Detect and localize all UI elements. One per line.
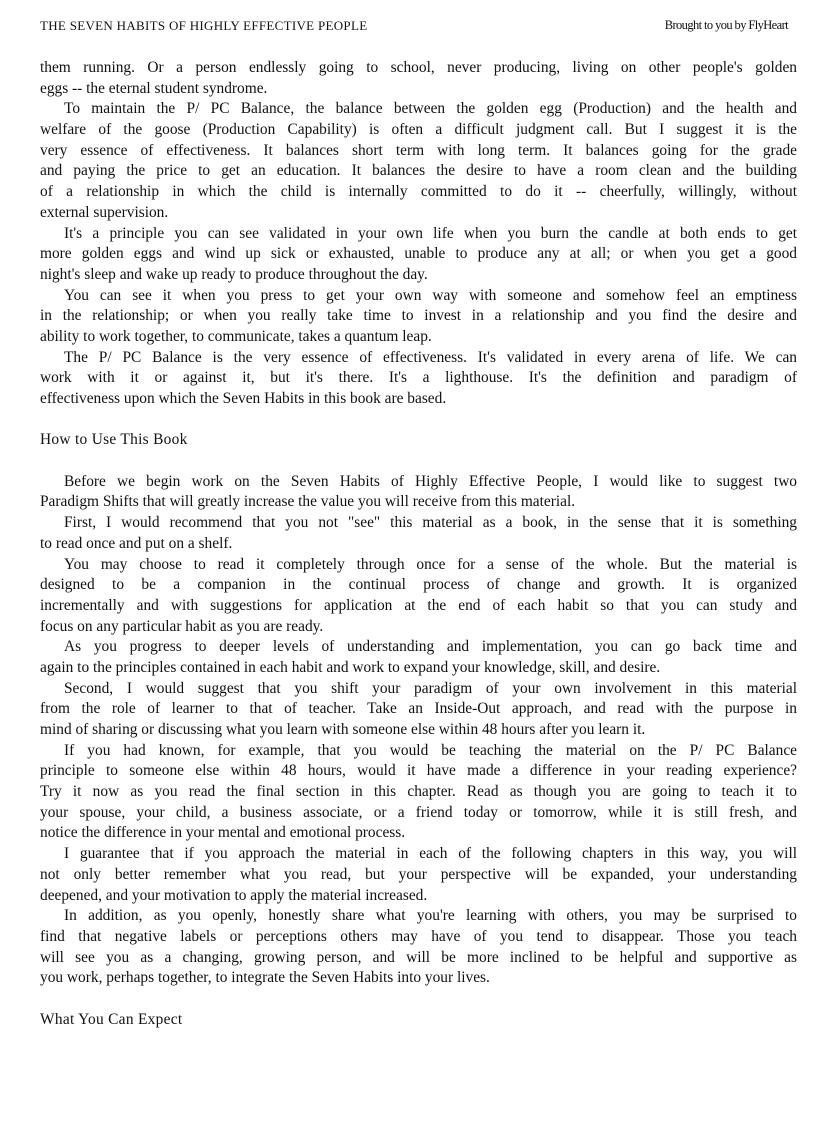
text-line: your spouse, your child, a business associate, or a friend today or tomorrow, while it is still fresh, and bbox=[40, 803, 797, 821]
paragraph bbox=[40, 99, 797, 223]
text-line: The P/ PC Balance is the very essence of effectiveness. It's validated in every arena of life. We can bbox=[64, 348, 797, 366]
text-line: First, I would recommend that you not "see" this material as a book, in the sense that it is something bbox=[64, 514, 797, 532]
text-line: night's sleep and wake up ready to produce throughout the day. bbox=[40, 265, 428, 283]
paragraph bbox=[40, 637, 797, 678]
paragraph bbox=[40, 472, 797, 513]
text-line: designed to be a companion in the continual process of change and growth. It is organized bbox=[40, 576, 797, 594]
text-line: It's a principle you can see validated in your own life when you burn the candle at both ends to get bbox=[64, 224, 797, 242]
paragraph bbox=[40, 679, 797, 741]
paragraph bbox=[40, 906, 797, 989]
paragraph bbox=[40, 58, 797, 99]
text-line: I guarantee that if you approach the material in each of the following chapters in this way, you will bbox=[64, 845, 797, 863]
text-line: principle to someone else within 48 hours, would it have made a difference in your reading experience? bbox=[40, 762, 797, 780]
text-line: ability to work together, to communicate, takes a quantum leap. bbox=[40, 327, 432, 345]
text-line: from the role of learner to that of teacher. Take an Inside-Out approach, and read with the purpose in bbox=[40, 700, 797, 718]
section-heading: What You Can Expect bbox=[40, 1010, 183, 1028]
paragraph bbox=[40, 224, 797, 286]
running-header-title: THE SEVEN HABITS OF HIGHLY EFFECTIVE PEOPLE bbox=[40, 18, 368, 33]
text-line: find that negative labels or perceptions others may have of you tend to disappear. Those you teach bbox=[40, 927, 797, 945]
text-line: deepened, and your motivation to apply the material increased. bbox=[40, 886, 428, 904]
text-line: Second, I would suggest that you shift your paradigm of your own involvement in this material bbox=[64, 679, 797, 697]
text-line: external supervision. bbox=[40, 203, 169, 221]
paragraph bbox=[40, 555, 797, 638]
text-line: you work, perhaps together, to integrate the Seven Habits into your lives. bbox=[40, 969, 490, 987]
text-line: welfare of the goose (Production Capability) is often a difficult judgment call. But I suggest it is the bbox=[40, 121, 797, 139]
text-line: notice the difference in your mental and emotional process. bbox=[40, 824, 406, 842]
paragraph bbox=[40, 844, 797, 906]
text-line: You can see it when you press to get your own way with someone and somehow feel an emptiness bbox=[64, 286, 797, 304]
paragraph bbox=[40, 286, 797, 348]
text-line: You may choose to read it completely through once for a sense of the whole. But the material is bbox=[64, 555, 797, 573]
text-line: As you progress to deeper levels of understanding and implementation, you can go back time and bbox=[64, 638, 797, 656]
page-body bbox=[40, 58, 797, 1051]
text-line: incrementally and with suggestions for application at the end of each habit so that you can study and bbox=[40, 596, 797, 614]
text-line: work with it or against it, but it's there. It's a lighthouse. It's the definition and paradigm of bbox=[40, 369, 797, 387]
paragraph bbox=[40, 741, 797, 844]
text-line: again to the principles contained in each habit and work to expand your knowledge, skill, and desire. bbox=[40, 658, 661, 676]
text-line: not only better remember what you read, but your perspective will be expanded, your understanding bbox=[40, 865, 797, 883]
section-heading: How to Use This Book bbox=[40, 431, 188, 449]
text-line: in the relationship; or when you really take time to invest in a relationship and you find the desire and bbox=[40, 307, 797, 325]
text-line: effectiveness upon which the Seven Habits in this book are based. bbox=[40, 390, 447, 407]
text-line: very essence of effectiveness. It balances short term with long term. It balances going for the grade bbox=[40, 141, 797, 159]
text-line: mind of sharing or discussing what you learn with someone else within 48 hours after you learn it. bbox=[40, 721, 646, 738]
text-line: If you had known, for example, that you would be teaching the material on the P/ PC Balance bbox=[64, 741, 797, 759]
text-line: Try it now as you read the final section in this chapter. Read as though you are going to teach it to bbox=[40, 783, 797, 801]
text-line: will see you as a changing, growing person, and will be more inclined to be helpful and supportive as bbox=[40, 948, 797, 966]
paragraph bbox=[40, 348, 797, 410]
text-line: Before we begin work on the Seven Habits of Highly Effective People, I would like to suggest two bbox=[64, 472, 797, 490]
text-line: more golden eggs and wind up sick or exhausted, unable to produce any at all; or when you get a good bbox=[40, 245, 797, 263]
text-line: to read once and put on a shelf. bbox=[40, 534, 233, 552]
text-line: eggs -- the eternal student syndrome. bbox=[40, 79, 268, 97]
text-line: them running. Or a person endlessly going to school, never producing, living on other people's golden bbox=[40, 59, 797, 76]
text-line: In addition, as you openly, honestly share what you're learning with others, you may be surprised to bbox=[64, 907, 797, 925]
text-line: and paying the price to get an education. It balances the desire to have a room clean and the building bbox=[40, 162, 797, 180]
text-line: To maintain the P/ PC Balance, the balance between the golden egg (Production) and the health and bbox=[64, 100, 797, 118]
text-line: focus on any particular habit as you are ready. bbox=[40, 617, 324, 635]
running-header-credit: Brought to you by FlyHeart bbox=[664, 18, 788, 32]
paragraph bbox=[40, 513, 797, 554]
text-line: of a relationship in which the child is internally committed to do it -- cheerfully, willingly, without bbox=[40, 183, 797, 201]
text-line: Paradigm Shifts that will greatly increase the value you will receive from this material. bbox=[40, 493, 576, 511]
